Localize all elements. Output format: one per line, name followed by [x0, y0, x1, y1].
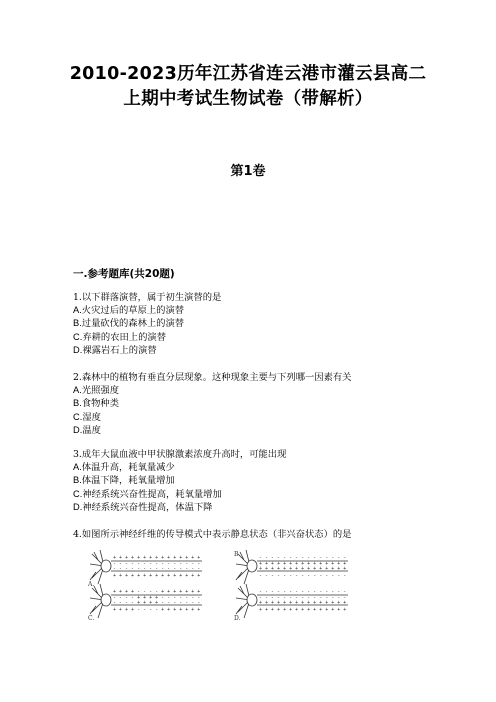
- neuron-figure-d: [232, 578, 352, 622]
- svg-text:- - - - - - - - - - - - - - -: - - - - - - - - - - - - - - -: [259, 595, 347, 601]
- title-line-2: 上期中考试生物试卷（带解析）: [123, 89, 373, 109]
- svg-text:- - - - - - - - - - - - - - -: - - - - - - - - - - - - - - -: [113, 566, 201, 572]
- document-title: [60, 62, 436, 112]
- svg-text:- - - - - - - - - - - - - - -: - - - - - - - - - - - - - - -: [113, 561, 201, 567]
- svg-text:- - - - - - - - - - - - - - -: - - - - - - - - - - - - - - -: [259, 589, 347, 595]
- svg-text:+ + + + + + + + + + + + + + +: + + + + + + + + + + + + + + +: [259, 600, 347, 606]
- neuron-diagram-c: [86, 578, 206, 622]
- neuron-diagram-d: [232, 578, 352, 622]
- question-3: [73, 448, 473, 514]
- option-c: C.弃耕的农田上的演替: [73, 331, 166, 343]
- svg-text:+ + + + + + + + + + + + + + +: + + + + + + + + + + + + + + +: [259, 561, 347, 567]
- svg-text:+ + + + - - - - + + + + + + +: + + + + - - - - + + + + + + +: [113, 607, 201, 613]
- diagram-label-a: A.: [88, 581, 95, 588]
- option-c: C.神经系统兴奋性提高，耗氧量增加: [73, 488, 222, 500]
- option-b: B.食物种类: [73, 398, 119, 410]
- svg-text:+ + + + + + + + + + + + + + +: + + + + + + + + + + + + + + +: [113, 555, 201, 561]
- svg-text:- - - - + + + + - - - - - - -: - - - - + + + + - - - - - - -: [113, 595, 201, 601]
- diagram-label-c: C.: [88, 615, 95, 622]
- option-d: D.裸露岩石上的演替: [73, 344, 157, 356]
- volume-heading: 第1卷: [230, 164, 266, 179]
- svg-text:+ + + + - - - - + + + + + + +: + + + + - - - - + + + + + + +: [113, 589, 201, 595]
- svg-text:- - - - - - - - - - - - - - -: - - - - - - - - - - - - - - -: [259, 573, 347, 579]
- title-line-1: 2010-2023历年江苏省连云港市灌云县高二: [69, 64, 427, 84]
- section-heading: 一.参考题库(共20题): [73, 268, 175, 280]
- svg-text:- - - - + + + + - - - - - - -: - - - - + + + + - - - - - - -: [113, 600, 201, 606]
- option-d: D.温度: [73, 424, 101, 436]
- option-b: B.过量砍伐的森林上的演替: [73, 318, 185, 330]
- question-stem: 3.成年大鼠血液中甲状腺激素浓度升高时，可能出现: [73, 449, 287, 460]
- question-stem: 4.如图所示神经纤维的传导模式中表示静息状态（非兴奋状态）的是: [73, 529, 352, 540]
- question-2: [73, 371, 473, 437]
- option-c: C.湿度: [73, 411, 101, 423]
- svg-text:+ + + + + + + + + + + + + + +: + + + + + + + + + + + + + + +: [259, 566, 347, 572]
- option-a: A.火灾过后的草原上的演替: [73, 305, 185, 317]
- question-1: [73, 291, 473, 357]
- svg-text:- - - - - - - - - - - - - - -: - - - - - - - - - - - - - - -: [259, 555, 347, 561]
- option-a: A.体温升高，耗氧量减少: [73, 462, 175, 474]
- neuron-figure-c: [86, 578, 206, 622]
- option-d: D.神经系统兴奋性提高，体温下降: [73, 501, 213, 513]
- option-b: B.体温下降，耗氧量增加: [73, 475, 175, 487]
- diagram-label-d: D.: [234, 615, 241, 622]
- diagram-label-b: B.: [234, 551, 241, 558]
- question-stem: 1.以下群落演替，属于初生演替的是: [73, 292, 222, 303]
- svg-text:+ + + + + + + + + + + + + + +: + + + + + + + + + + + + + + +: [113, 573, 201, 579]
- svg-text:+ + + + + + + + + + + + + + +: + + + + + + + + + + + + + + +: [259, 607, 347, 613]
- option-a: A.光照强度: [73, 385, 119, 397]
- question-4: [73, 528, 473, 541]
- question-stem: 2.森林中的植物有垂直分层现象。这种现象主要与下列哪一因素有关: [73, 372, 352, 383]
